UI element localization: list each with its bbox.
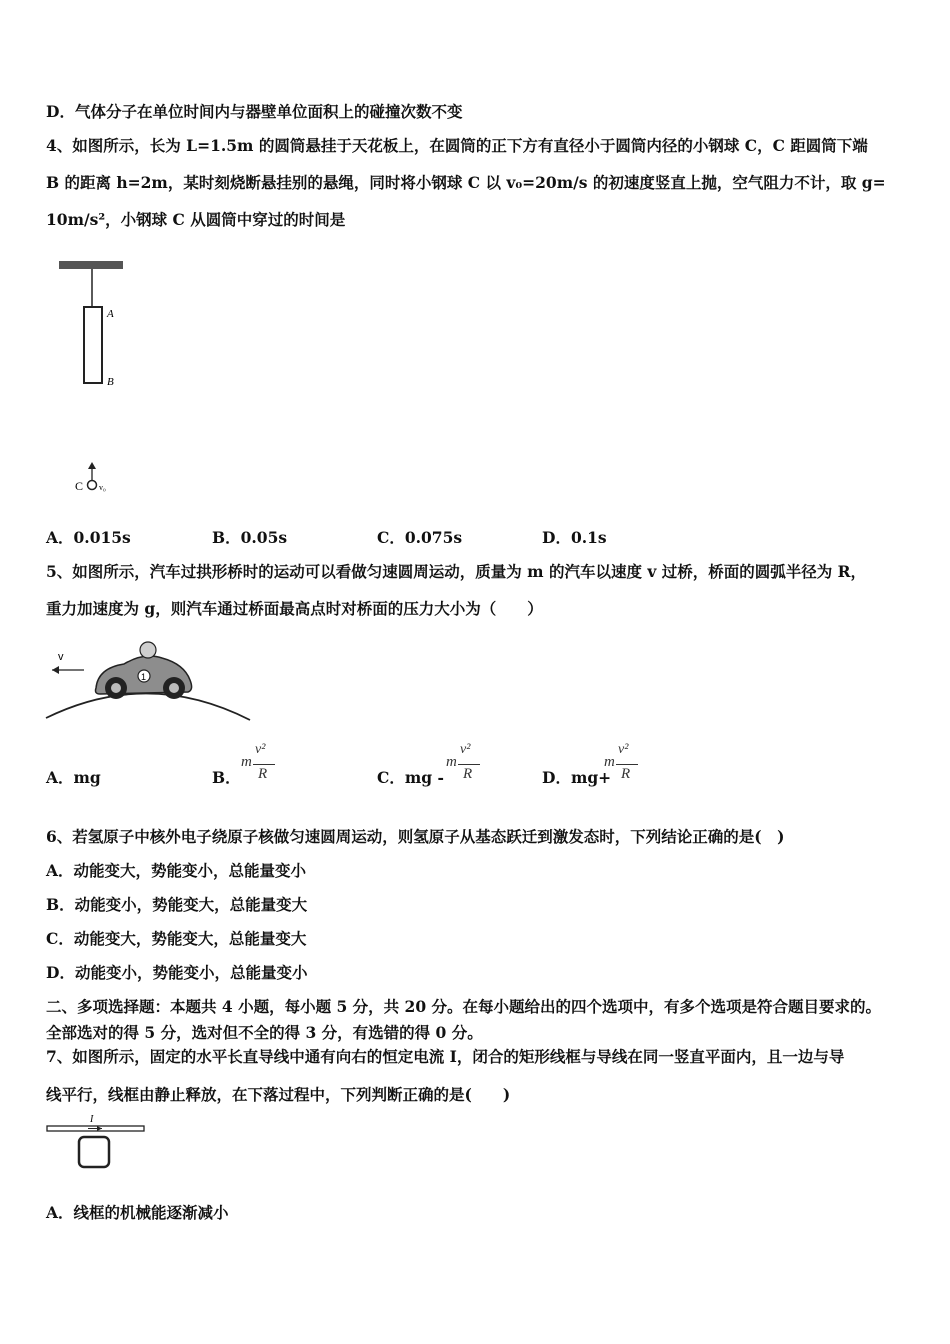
velocity-label: v xyxy=(58,651,64,663)
q6-option-c[interactable]: C．动能变大，势能变大，总能量变大 xyxy=(46,929,307,948)
q4-stem-line-1: 4、如图所示，长为 L=1.5m 的圆筒悬挂于天花板上，在圆筒的正下方有直径小于圆筒内径的小钢球 C，C 距圆筒下端 xyxy=(46,136,868,155)
q6-option-b[interactable]: B．动能变小，势能变大，总能量变大 xyxy=(46,895,308,914)
q3-option-d: D．气体分子在单位时间内与器壁单位面积上的碰撞次数不变 xyxy=(46,102,463,121)
q7-option-a[interactable]: A．线框的机械能逐渐减小 xyxy=(46,1203,229,1222)
q7-stem-line-2: 线平行，线框由静止释放，在下落过程中，下列判断正确的是( ) xyxy=(46,1085,511,1104)
q7-stem-line-1: 7、如图所示，固定的水平长直导线中通有向右的恒定电流 I，闭合的矩形线框与导线在同一竖直平面内，且一边与导 xyxy=(46,1047,845,1066)
ceiling xyxy=(59,261,123,269)
current-label: I xyxy=(90,1114,94,1125)
q5-option-b[interactable]: B． xyxy=(212,768,241,787)
q5-option-a[interactable]: A．mg xyxy=(46,768,101,787)
q5-stem-line-2: 重力加速度为 g，则汽车通过桥面最高点时对桥面的压力大小为（ ） xyxy=(46,599,543,618)
q5-option-c[interactable]: C．mg - xyxy=(377,768,444,787)
q4-option-c[interactable]: C．0.075s xyxy=(377,528,463,547)
bridge-arc xyxy=(46,693,250,720)
ball-label-c: C xyxy=(75,479,84,493)
rectangular-loop xyxy=(79,1137,109,1167)
cylinder xyxy=(84,307,102,383)
q4-stem-line-3: 10m/s²，小钢球 C 从圆筒中穿过的时间是 xyxy=(46,210,346,229)
section2-heading-line-1: 二、多项选择题：本题共 4 小题，每小题 5 分，共 20 分。在每小题给出的四个选项中，有多个选项是符合题目要求的。 xyxy=(46,997,882,1016)
q5-option-d[interactable]: D．mg+ xyxy=(542,768,612,787)
steel-ball xyxy=(88,481,97,490)
q4-option-a[interactable]: A．0.015s xyxy=(46,528,131,547)
driver xyxy=(140,642,156,658)
ball-label-v: v₀ xyxy=(99,483,106,492)
q4-option-b[interactable]: B．0.05s xyxy=(212,528,288,547)
car-number: 1 xyxy=(141,672,147,682)
q5-car-bridge-figure xyxy=(44,628,254,728)
q4-cylinder-figure xyxy=(55,255,135,500)
q4-option-d[interactable]: D．0.1s xyxy=(542,528,607,547)
q6-option-d[interactable]: D．动能变小，势能变小，总能量变小 xyxy=(46,963,308,982)
q4-stem-line-2: B 的距离 h=2m，某时刻烧断悬挂别的悬绳，同时将小钢球 C 以 v₀=20m/s 的初速度竖直上抛，空气阻力不计，取 g= xyxy=(46,173,886,192)
cylinder-label-a: A xyxy=(107,308,114,320)
cylinder-label-b: B xyxy=(107,376,114,388)
q5-stem-line-1: 5、如图所示，汽车过拱形桥时的运动可以看做匀速圆周运动，质量为 m 的汽车以速度 v 过桥，桥面的圆弧半径为 R， xyxy=(46,562,867,581)
q7-wire-loop-figure xyxy=(44,1112,149,1178)
q6-stem: 6、若氢原子中核外电子绕原子核做匀速圆周运动，则氢原子从基态跃迁到激发态时，下列结论正确的是( ) xyxy=(46,827,785,846)
section2-heading-line-2: 全部选对的得 5 分，选对但不全的得 3 分，有选错的得 0 分。 xyxy=(46,1023,483,1042)
q6-option-a[interactable]: A．动能变大，势能变小，总能量变小 xyxy=(46,861,307,880)
